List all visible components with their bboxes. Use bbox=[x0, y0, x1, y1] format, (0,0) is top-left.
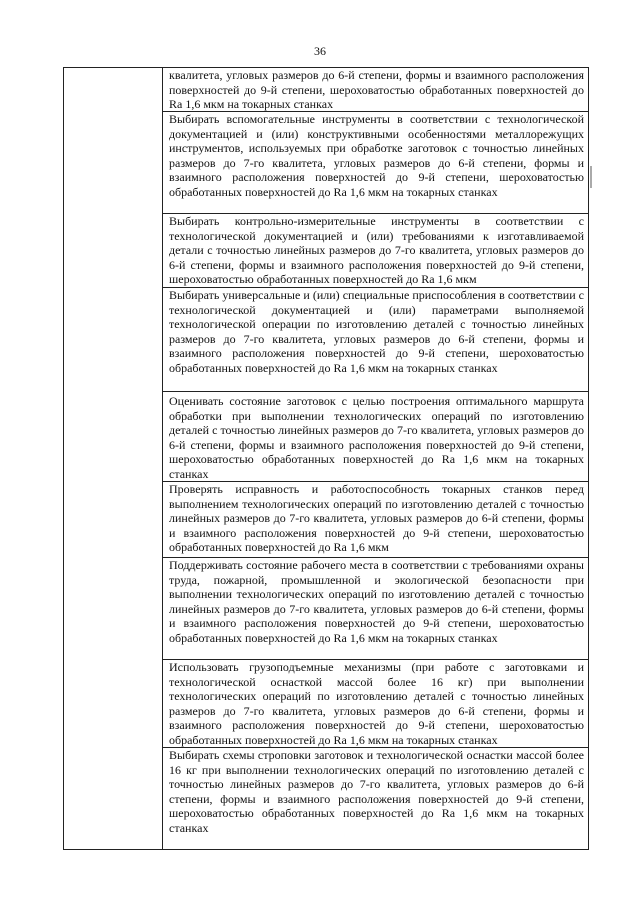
table-cell-text: Проверять исправность и работоспособность токарных станков перед выполнением технологических операций по изготовлению деталей с точностью линейных размеров до 7-го квалитета, угловых размеров до 6-й степени, формы и взаимного расположения поверхностей до 9-й степени, шероховатостью обработанных поверхностей до Ra 1,6 мкм bbox=[169, 482, 584, 555]
table-row bbox=[163, 68, 588, 112]
table-cell-text: квалитета, угловых размеров до 6-й степени, формы и взаимного расположения поверхностей до 9-й степени, шероховатостью обработанных поверхностей до Ra 1,6 мкм на токарных станках bbox=[169, 68, 584, 112]
table-cell-text: Поддерживать состояние рабочего места в соответствии с требованиями охраны труда, пожарной, промышленной и экологической безопасности при выполнении технологических операций по изготовлению деталей с точностью линейных размеров до 7-го квалитета, угловых размеров до 6-й степени, формы и взаимного расположения поверхностей до 9-й степени, шероховатостью обработанных поверхностей до Ra 1,6 мкм на токарных станках bbox=[169, 558, 584, 645]
table-row bbox=[163, 558, 588, 660]
table-cell-text: Выбирать вспомогательные инструменты в соответствии с технологической документацией и (или) конструктивными особенностями металлорежущих инструментов, используемых при обработке заготовок с точностью линейных размеров до 7-го квалитета, угловых размеров до 6-й степени, формы и взаимного расположения поверхностей до 9-й степени, шероховатостью обработанных поверхностей до Ra 1,6 мкм на токарных станках bbox=[169, 112, 584, 199]
table-row bbox=[163, 214, 588, 288]
table-cell-text: Оценивать состояние заготовок с целью построения оптимального маршрута обработки при выполнении технологических операций по изготовлению деталей с точностью линейных размеров до 7-го квалитета, угловых размеров до 6-й степени, формы и взаимного расположения поверхностей до 9-й степени, шероховатостью обработанных поверхностей до Ra 1,6 мкм на токарных станках bbox=[169, 394, 584, 481]
scan-artifact bbox=[590, 166, 592, 188]
table-row bbox=[163, 112, 588, 214]
table-cell-text: Выбирать универсальные и (или) специальные приспособления в соответствии с технологической документацией и (или) параметрами выполняемой технологической операции по изготовлению деталей с точностью линейных размеров до 7-го квалитета, угловых размеров до 6-й степени, формы и взаимного расположения поверхностей до 9-й степени, шероховатостью обработанных поверхностей до Ra 1,6 мкм на токарных станках bbox=[169, 288, 584, 375]
table-left-cell bbox=[64, 68, 163, 849]
page-number: 36 bbox=[314, 44, 326, 58]
table-right-column bbox=[163, 68, 588, 849]
table-row bbox=[163, 660, 588, 748]
table-row bbox=[163, 392, 588, 482]
table-row bbox=[163, 748, 588, 851]
table-row bbox=[163, 482, 588, 558]
skills-table bbox=[63, 67, 589, 850]
table-cell-text: Выбирать контрольно-измерительные инструменты в соответствии с технологической документацией и (или) требованиями к изготавливаемой детали с точностью линейных размеров до 7-го квалитета, угловых размеров до 6-й степени, формы и взаимного расположения поверхностей до 9-й степени, шероховатостью обработанных поверхностей до Ra 1,6 мкм bbox=[169, 214, 584, 287]
table-cell-text: Выбирать схемы строповки заготовок и технологической оснастки массой более 16 кг при выполнении технологических операций по изготовлению деталей с точностью линейных размеров до 7-го квалитета, угловых размеров до 6-й степени, формы и взаимного расположения поверхностей до 9-й степени, шероховатостью обработанных поверхностей до Ra 1,6 мкм на токарных станках bbox=[169, 748, 584, 835]
table-row bbox=[163, 288, 588, 392]
table-cell-text: Использовать грузоподъемные механизмы (при работе с заготовками и технологической оснасткой массой более 16 кг) при выполнении технологических операций по изготовлению деталей с точностью линейных размеров до 7-го квалитета, угловых размеров до 6-й степени, формы и взаимного расположения поверхностей до 9-й степени, шероховатостью обработанных поверхностей до Ra 1,6 мкм на токарных станках bbox=[169, 660, 584, 747]
